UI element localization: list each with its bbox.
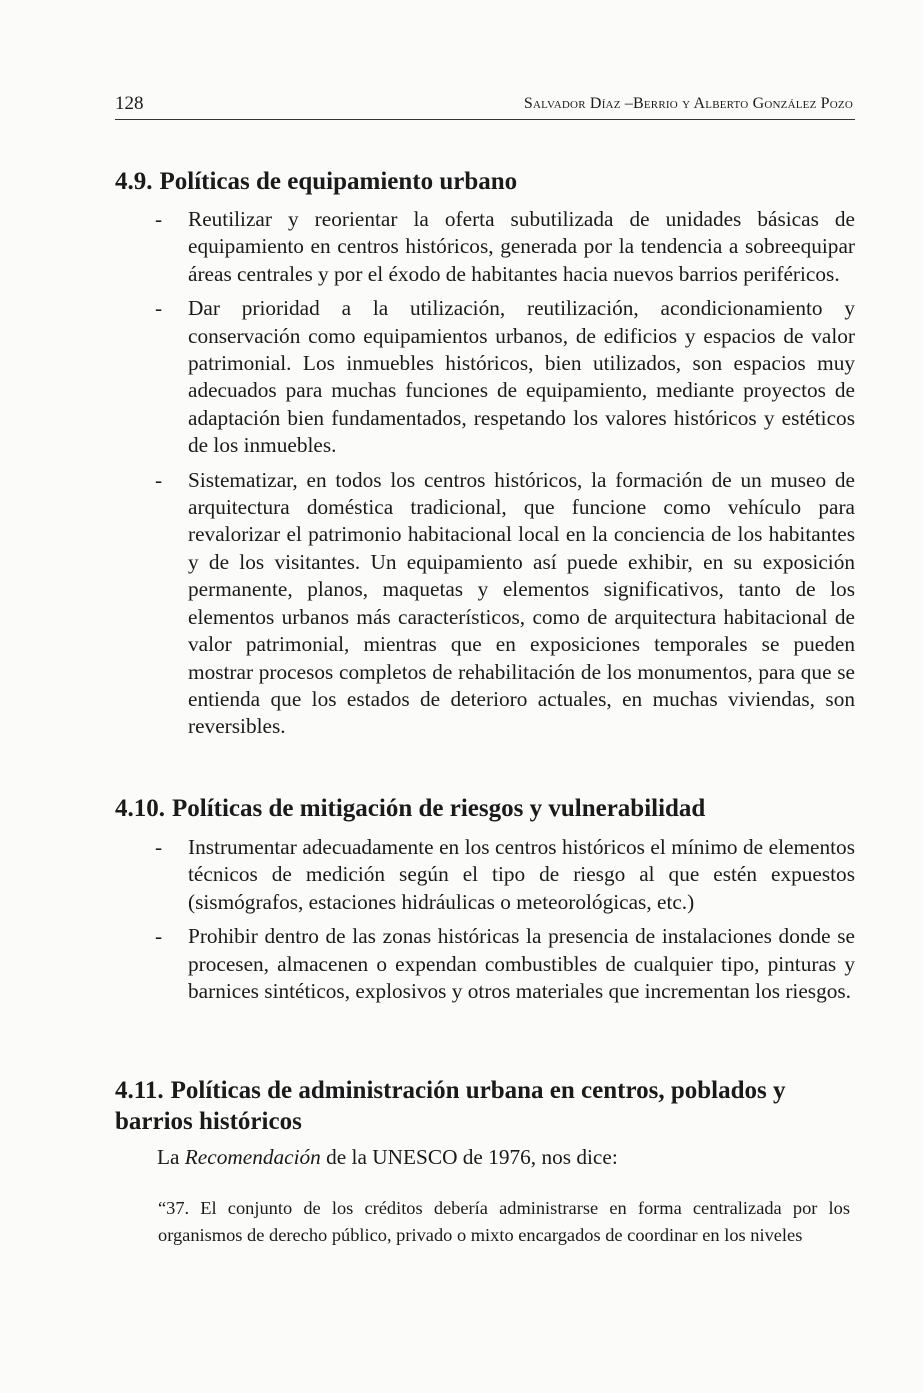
bullet-dash: - [155,207,163,231]
running-header [115,93,855,120]
section-title: Políticas de equipamiento urbano [159,168,518,195]
intro-italic-title: Recomendación [184,1145,321,1169]
bullet-dash: - [155,296,163,321]
intro-paragraph [157,1143,618,1171]
list-item-text: Dar prioridad a la utilización, reutilización, acondicionamiento y conservación como equipamientos urbanos, de edificios y espacios de valor patrimonial. Los inmuebles históricos, bien utilizados, son espacios muy adecuados para muchas funciones de equipamiento, mediante proyectos de adaptación bien fundamentados, respetando los valores históricos y estéticos de los inmuebles. [188,296,855,458]
section-heading-4-10 [115,793,855,824]
list-item-text: Sistematizar, en todos los centros históricos, la formación de un museo de arquitectura doméstica tradicional, que funcione como vehículo para revalorizar el patrimonio habitacional local en la conciencia de los habitantes y de los visitantes. Un equipamiento así puede exhibir, en su exposición permanente, planos, maquetas y elementos significativos, tanto de los elementos urbanos más característicos, como de arquitectura habitacional de valor patrimonial, mientras que en exposiciones temporales se pueden mostrar procesos completos de rehabilitación de los monumentos, para que se entienda que los estados de deterioro actuales, en muchas viviendas, son reversibles. [188,467,855,739]
quote-paragraph: “37. El conjunto de los créditos debería administrarse en forma centralizada por los organismos de derecho público, privado o mixto encargados de coordinar en los niveles [158,1198,850,1245]
section-heading-4-11 [115,1075,855,1137]
list-item [155,206,855,288]
section-number: 4.9. [115,168,153,195]
bullet-dash: - [155,924,163,949]
section-number: 4.10. [115,795,165,822]
bullet-list-4-9 [155,206,855,748]
bullet-dash: - [155,467,163,492]
section-heading-4-9 [115,166,855,197]
section-title: Políticas de mitigación de riesgos y vulnerabilidad [172,795,706,822]
bullet-dash: - [155,835,163,859]
list-item-text: Reutilizar y reorientar la oferta subutilizada de unidades básicas de equipamiento en centros históricos, generada por la tendencia a sobreequipar áreas centrales y por el éxodo de habitantes hacia nuevos barrios periféricos. [188,207,855,286]
running-header-authors: Salvador Díaz –Berrio y Alberto González Pozo [523,95,853,112]
intro-prefix: La [157,1145,185,1169]
list-item [155,295,855,459]
list-item-text: Instrumentar adecuadamente en los centros históricos el mínimo de elementos técnicos de medición según el tipo de riesgo al que estén expuestos (sismógrafos, estaciones hidráulicas o meteorológicas, etc.) [188,835,855,914]
list-item [155,834,855,916]
section-number: 4.11. [115,1077,164,1104]
list-item [155,467,855,741]
section-title: Políticas de administración urbana en centros, poblados y barrios históricos [115,1077,786,1135]
list-item [155,923,855,1005]
intro-suffix: de la UNESCO de 1976, nos dice: [320,1145,618,1169]
bullet-list-4-10 [155,834,855,1012]
list-item-text: Prohibir dentro de las zonas históricas la presencia de instalaciones donde se procesen, almacenen o expendan combustibles de cualquier tipo, pinturas y barnices sintéticos, explosivos y otros materiales que incrementan los riesgos. [188,924,855,1004]
page-number: 128 [115,93,144,114]
